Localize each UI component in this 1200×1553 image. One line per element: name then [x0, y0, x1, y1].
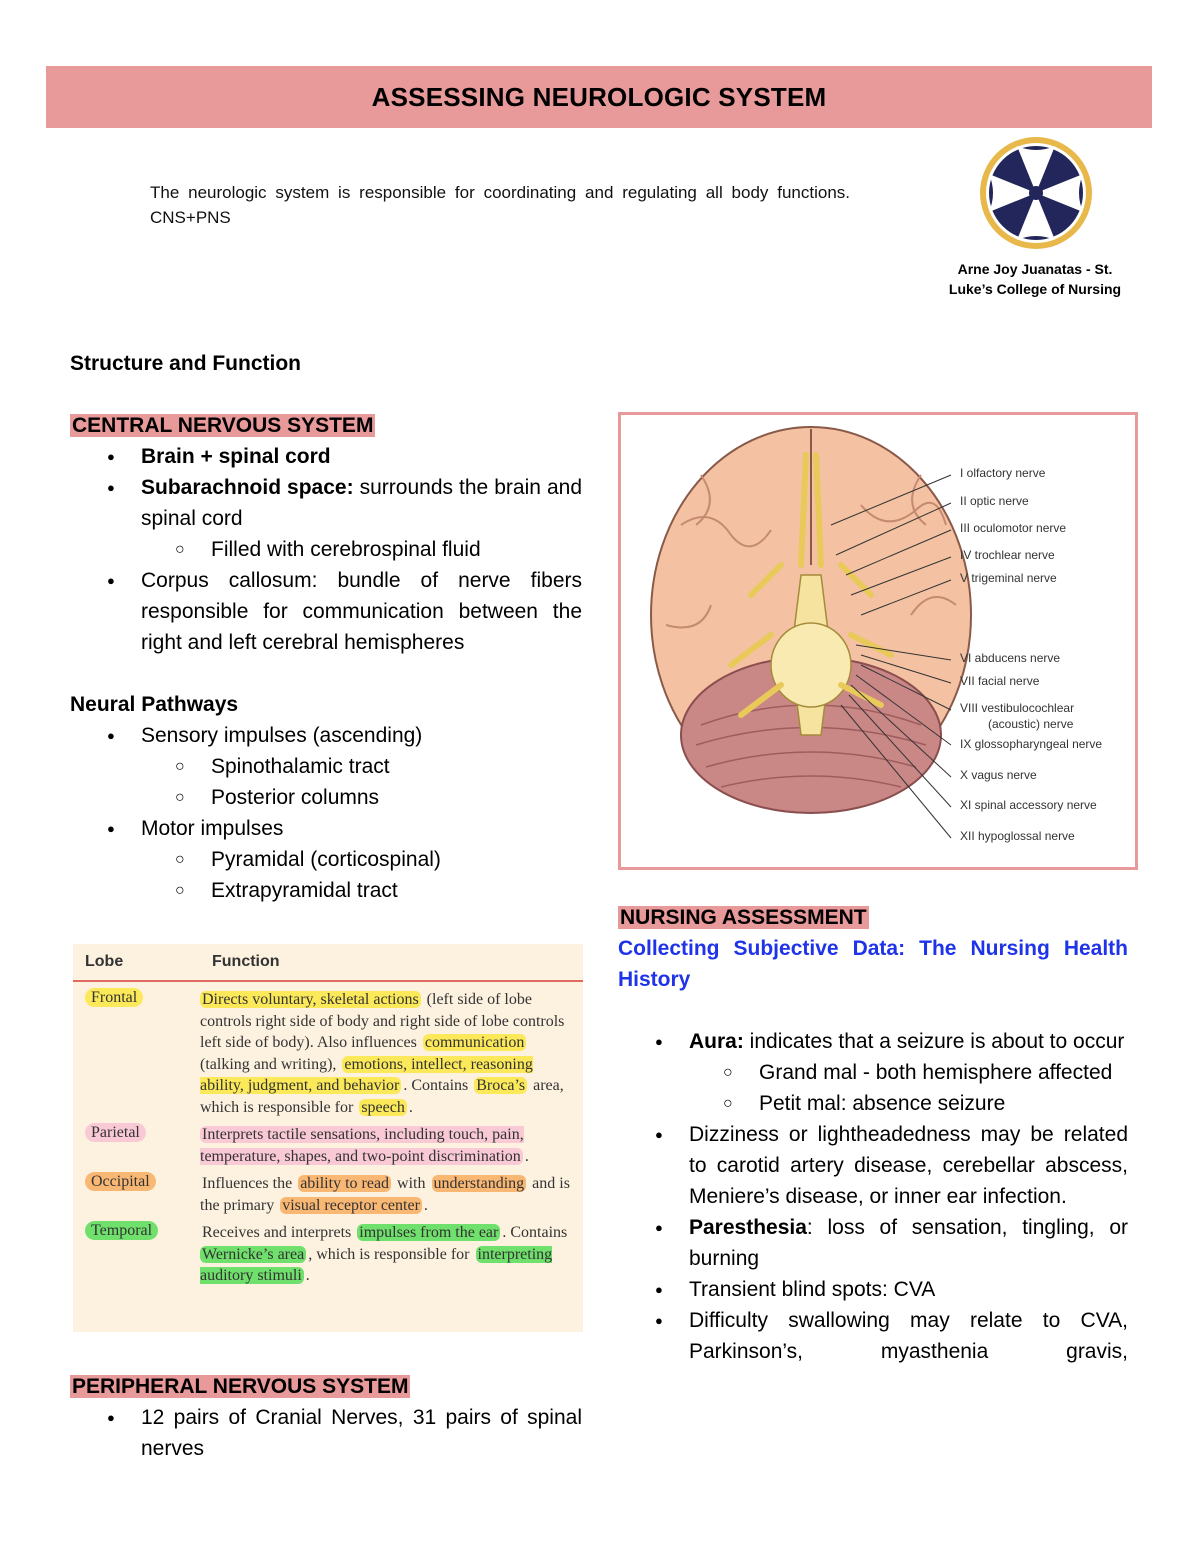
- nursing-section: [618, 902, 1128, 1367]
- fn-text: . Contains: [403, 1077, 473, 1094]
- fn-text: impulses from the ear: [359, 1224, 499, 1241]
- dizziness-item: Dizziness or lightheadedness may be related to carotid artery disease, cerebellar abscess, Meniere’s disease, or inner ear infection.: [689, 1123, 1128, 1208]
- cns-heading: CENTRAL NERVOUS SYSTEM: [72, 414, 374, 437]
- list-item: [70, 472, 582, 534]
- list-item: [70, 565, 582, 658]
- cn-label-11: XI spinal accessory nerve: [960, 798, 1097, 812]
- fn-text: .: [524, 1147, 529, 1165]
- aura-sub2: Petit mal: absence seizure: [759, 1092, 1006, 1115]
- cns-item2-sub: Filled with cerebrospinal fluid: [211, 538, 481, 561]
- fn-text: Interprets tactile sensations, including touch, pain, temperature, shapes, and two-point discrimination: [200, 1126, 524, 1165]
- cns-item2-rest: surrounds the brain and spinal cord: [141, 476, 583, 530]
- nursing-list: [618, 1026, 1128, 1367]
- cns-item3: Corpus callosum: bundle of nerve fibers responsible for communication between the right and left cerebral hemispheres: [141, 569, 582, 654]
- cn-label-12: XII hypoglossal nerve: [960, 829, 1075, 843]
- aura-rest: indicates that a seizure is about to occur: [743, 1030, 1125, 1053]
- title-bar: [46, 66, 1152, 128]
- pns-section: [70, 1371, 582, 1464]
- table-row: [73, 1173, 583, 1216]
- lobe-parietal: Parietal: [85, 1123, 146, 1142]
- list-item: [618, 1305, 1128, 1367]
- paresthesia-bold: Paresthesia: [689, 1216, 807, 1239]
- list-subitem: [618, 1057, 1128, 1088]
- author-line1: Arne Joy Juanatas - St.: [957, 261, 1113, 277]
- fn-text: Influences the: [202, 1175, 297, 1192]
- fn-text: (talking and writing),: [200, 1055, 341, 1073]
- list-subitem: [70, 751, 582, 782]
- fn-text: Directs voluntary, skeletal actions: [202, 991, 419, 1008]
- parietal-function: [200, 1124, 570, 1167]
- left-column: [70, 348, 582, 906]
- cns-list: [70, 441, 582, 658]
- fn-text: Broca’s: [476, 1077, 526, 1094]
- motor-item: Motor impulses: [141, 817, 284, 840]
- cn-label-10: X vagus nerve: [960, 768, 1037, 782]
- cn-label-5: V trigeminal nerve: [960, 571, 1057, 585]
- pathways-list: [70, 720, 582, 906]
- cross-logo: [977, 134, 1095, 252]
- cns-item2-bold: Subarachnoid space:: [141, 476, 354, 499]
- table-row: [73, 1124, 583, 1167]
- col-lobe: Lobe: [85, 953, 124, 970]
- aura-bold: Aura:: [689, 1030, 744, 1053]
- fn-text: (left side of lobe controls right side of body and right side of lobe controls left side of body). Also influences: [200, 991, 565, 1051]
- lobe-function-table: [73, 944, 583, 1332]
- aura-sub1: Grand mal - both hemisphere affected: [759, 1061, 1113, 1084]
- list-subitem: [70, 534, 582, 565]
- list-subitem: [70, 782, 582, 813]
- fn-text: and is the primary: [200, 1175, 570, 1214]
- pns-list: [70, 1402, 582, 1464]
- list-item: [618, 1026, 1128, 1057]
- cns-item1: Brain + spinal cord: [141, 445, 331, 468]
- fn-text: , which is responsible for: [308, 1245, 474, 1263]
- fn-text: ability to read: [300, 1175, 390, 1192]
- fn-text: with: [393, 1175, 430, 1192]
- fn-text: emotions, intellect, reasoning ability, judgment, and behavior: [200, 1055, 533, 1094]
- table-row: [73, 989, 583, 1118]
- list-item: [70, 720, 582, 751]
- frontal-function: [200, 989, 570, 1118]
- lobe-temporal: Temporal: [85, 1221, 158, 1240]
- fn-text: .: [408, 1098, 413, 1116]
- list-item: [70, 441, 582, 472]
- author-line2: Luke’s College of Nursing: [948, 281, 1122, 297]
- table-header: [73, 944, 583, 982]
- cn-label-8b: (acoustic) nerve: [988, 717, 1074, 731]
- list-subitem: [70, 875, 582, 906]
- cn-label-9: IX glossopharyngeal nerve: [960, 737, 1103, 751]
- fn-text: speech: [361, 1098, 405, 1116]
- cn-label-2: II optic nerve: [960, 494, 1029, 508]
- list-subitem: [618, 1088, 1128, 1119]
- fn-text: Receives and interprets: [202, 1224, 356, 1241]
- fn-text: .: [423, 1196, 428, 1214]
- fn-text: visual receptor center: [282, 1196, 420, 1214]
- intro-text: The neurologic system is responsible for coordinating and regulating all body functions. CNS+PNS: [150, 183, 850, 227]
- cn-label-4: IV trochlear nerve: [960, 548, 1055, 562]
- cn-label-7: VII facial nerve: [960, 674, 1040, 688]
- motor-sub1: Pyramidal (corticospinal): [211, 848, 441, 871]
- cn-label-3: III oculomotor nerve: [960, 521, 1067, 535]
- cn-label-6: VI abducens nerve: [960, 651, 1061, 665]
- sensory-sub2: Posterior columns: [211, 786, 380, 809]
- cranial-nerves-figure: [618, 412, 1138, 870]
- fn-text: communication: [424, 1034, 525, 1051]
- cn-label-8: VIII vestibulocochlear: [960, 701, 1075, 715]
- paresthesia-rest: : loss of sensation, tingling, or burning: [689, 1216, 1128, 1270]
- list-item: [618, 1274, 1128, 1305]
- swallow-item: Difficulty swallowing may relate to CVA, Parkinson’s, myasthenia gravis,: [689, 1309, 1128, 1363]
- pathways-heading: Neural Pathways: [70, 693, 239, 716]
- structure-heading: Structure and Function: [70, 352, 301, 375]
- temporal-function: [200, 1222, 570, 1287]
- col-function: Function: [212, 953, 280, 970]
- table-row: [73, 1222, 583, 1287]
- nursing-heading: NURSING ASSESSMENT: [620, 906, 867, 929]
- pns-heading: PERIPHERAL NERVOUS SYSTEM: [72, 1375, 409, 1398]
- page-title: ASSESSING NEUROLOGIC SYSTEM: [371, 81, 827, 112]
- list-item: [618, 1119, 1128, 1212]
- occipital-function: [200, 1173, 570, 1216]
- list-item: [70, 813, 582, 844]
- fn-text: interpreting auditory stimuli: [200, 1245, 553, 1284]
- motor-sub2: Extrapyramidal tract: [211, 879, 398, 902]
- fn-text: area, which is responsible for: [200, 1077, 564, 1116]
- blind-item: Transient blind spots: CVA: [689, 1278, 936, 1301]
- list-item: [70, 1402, 582, 1464]
- pns-item1: 12 pairs of Cranial Nerves, 31 pairs of spinal nerves: [141, 1406, 582, 1460]
- list-item: [618, 1212, 1128, 1274]
- fn-text: . Contains: [502, 1224, 568, 1241]
- lobe-occipital: Occipital: [85, 1172, 156, 1191]
- fn-text: understanding: [433, 1175, 525, 1192]
- lobe-frontal: Frontal: [85, 988, 143, 1007]
- author-credit: [925, 259, 1145, 299]
- sensory-item: Sensory impulses (ascending): [141, 724, 423, 747]
- nursing-subheading: Collecting Subjective Data: The Nursing Health History: [618, 937, 1128, 991]
- list-subitem: [70, 844, 582, 875]
- sensory-sub1: Spinothalamic tract: [211, 755, 390, 778]
- cn-label-1: I olfactory nerve: [960, 466, 1046, 480]
- fn-text: Wernicke’s area: [202, 1245, 305, 1263]
- fn-text: .: [305, 1267, 310, 1284]
